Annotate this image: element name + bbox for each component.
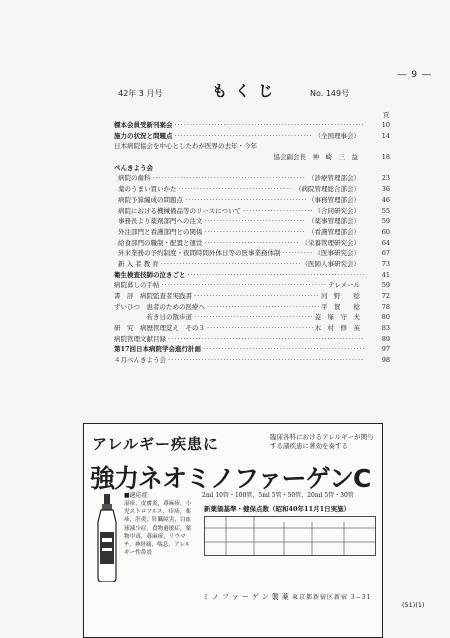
- table-of-contents: [114, 120, 390, 366]
- toc-entry-author: （薬事管理部会）: [308, 217, 360, 226]
- toc-entry-page: 18: [381, 153, 390, 162]
- toc-entry: [114, 312, 390, 323]
- toc-entry-author: 河 野 稔: [321, 292, 360, 300]
- toc-entry: [114, 302, 390, 313]
- toc-entry-page: 36: [381, 185, 390, 194]
- page-title: もくじ: [212, 82, 282, 100]
- ad-manufacturer: ミノファーゲン製薬: [202, 593, 292, 601]
- toc-entry-author: （合同研究会）: [314, 206, 360, 215]
- toc-entry: [114, 291, 390, 302]
- toc-leader-dots: [207, 323, 313, 334]
- toc-leader-dots: [194, 312, 313, 323]
- ad-headline: アレルギー疾患に: [92, 435, 220, 453]
- toc-entry-author: （診療管理部会）: [308, 174, 360, 183]
- corner-page-number: ― 9 ―: [397, 70, 432, 80]
- toc-leader-dots: [283, 248, 313, 259]
- toc-entry: [114, 184, 390, 195]
- toc-entry-page: 73: [381, 259, 390, 268]
- toc-entry-title: 給食部門の職制・配置と運営: [118, 238, 203, 247]
- toc-entry-title: 事務長より薬剤部門への注文: [118, 217, 203, 226]
- toc-entry: [114, 173, 390, 184]
- toc-entry-author: 平 賀 稔: [321, 302, 360, 311]
- toc-entry: [114, 131, 390, 142]
- page-column-label: 頁: [383, 111, 390, 119]
- toc-entry-page: 59: [381, 217, 390, 226]
- issue-number: No. 149号: [310, 89, 350, 98]
- toc-entry-title: 病院の歯科: [118, 174, 151, 183]
- toc-entry-page: 55: [381, 206, 390, 215]
- toc-entry-author: （医事研究会）: [314, 249, 360, 258]
- toc-entry: [114, 206, 390, 217]
- toc-leader-dots: [175, 131, 313, 142]
- toc-leader-dots: [185, 195, 306, 206]
- toc-entry: [114, 216, 390, 227]
- toc-entry-page: 72: [381, 292, 390, 300]
- toc-entry-title: 病院予算編成の問題点: [118, 195, 183, 204]
- toc-entry-page: 89: [381, 334, 390, 343]
- toc-leader-dots: [207, 302, 319, 313]
- toc-entry: [114, 238, 390, 249]
- toc-entry-page: 10: [381, 121, 390, 129]
- toc-leader-dots: [203, 344, 364, 355]
- toc-entry-title: 衛生検査技師の泣きごと: [114, 270, 186, 279]
- toc-leader-dots: [243, 206, 312, 217]
- toc-entry-author: （栄養管理研究会）: [301, 238, 360, 247]
- toc-entry-title: 若き日の散歩道: [114, 313, 192, 322]
- toc-entry: [114, 259, 390, 270]
- toc-entry-author: （病院管理総合部会）: [295, 185, 360, 194]
- toc-entry-title: 病院暮しの手帖: [114, 281, 160, 290]
- toc-entry-page: 60: [381, 227, 390, 236]
- toc-entry-page: 67: [381, 249, 390, 258]
- toc-entry-page: 23: [381, 174, 390, 183]
- ampoule-bottle-icon: [96, 494, 118, 582]
- ad-indications-title: ■適応症: [124, 492, 148, 499]
- toc-leader-dots: [205, 238, 300, 249]
- toc-leader-dots: [205, 216, 307, 227]
- toc-entry-author: 菱 塚 守 夫: [314, 313, 360, 322]
- ad-brand-name: 強力ネオミノファーゲンC: [90, 464, 371, 493]
- toc-entry: [114, 323, 390, 334]
- ad-price-table: [204, 516, 376, 556]
- toc-entry-page: 41: [381, 270, 390, 279]
- toc-entry: [114, 280, 390, 291]
- toc-entry: [114, 141, 390, 152]
- toc-entry-page: 80: [381, 313, 390, 322]
- toc-entry-title: 病院管理文献目録: [114, 334, 166, 343]
- toc-entry-author: 協会副会長 神 崎 三 益: [273, 153, 358, 162]
- toc-leader-dots: [168, 355, 364, 366]
- toc-leader-dots: [153, 173, 307, 184]
- toc-entry: [114, 270, 390, 281]
- toc-entry-title: 書 評 病院監査者実践書: [114, 292, 192, 300]
- toc-entry: [114, 227, 390, 238]
- toc-leader-dots: [168, 334, 364, 345]
- toc-entry-page: 64: [381, 238, 390, 247]
- toc-entry-title: 病院における機械備品等のリースについて: [118, 206, 242, 215]
- ad-packaging: 2ml 10管・100管，5ml 5管・50管，20ml 5管・30管: [202, 492, 354, 499]
- toc-entry: [114, 195, 390, 206]
- toc-entry-page: 14: [381, 131, 390, 140]
- toc-leader-dots: [205, 227, 307, 238]
- toc-entry-title: 外注部門と看護部門との関係: [118, 227, 203, 236]
- toc-entry-page: 97: [381, 345, 390, 354]
- toc-entry-page: 59: [381, 281, 390, 290]
- ad-tagline: 臨床各科におけるアレルギーが関与する諸疾患に著効を奏する: [270, 433, 374, 450]
- toc-entry-title: 第17回日本病院学会進行計画: [114, 345, 202, 354]
- toc-entry-title: ずいひつ 患者のための医療へ: [114, 302, 205, 311]
- toc-entry-title: ４月べんきよう会: [114, 356, 166, 365]
- toc-entry-title: 標本会員受新刊案会: [114, 121, 173, 129]
- toc-entry-page: 98: [381, 356, 390, 365]
- toc-entry-author: （事務管理部会）: [308, 195, 360, 204]
- footer-page-number: (51)(1): [402, 601, 425, 609]
- toc-entry-title: 新 入 者 教 育: [118, 259, 159, 268]
- toc-entry: [114, 163, 390, 174]
- toc-leader-dots: [179, 184, 294, 195]
- toc-entry-page: 78: [381, 302, 390, 311]
- toc-entry-title: 薬のうまい買いかた: [118, 185, 177, 194]
- toc-entry-author: 木 村 修 英: [314, 324, 360, 333]
- ad-indications: 湿疹，皮膚炎，蕁麻疹，小児ストロフルス，痒疹，薬疹，肝炎，肝臓障害，白血球減少症，食物過敏症，薬物中毒，蕁麻疹，リウマチ，神経痛，喘息，アレルギー性鼻炎: [124, 501, 192, 557]
- toc-entry-title: 外来業務の予約制度・夜間時間外体日等の医事業務体制: [118, 249, 281, 258]
- toc-entry: [114, 152, 390, 163]
- toc-entry: [114, 120, 390, 131]
- toc-entry-title: 日本病院協会を中心としたわが医界の去年・今年: [114, 142, 257, 151]
- toc-entry: [114, 355, 390, 366]
- toc-entry-author: （医師人事研究会）: [301, 259, 360, 268]
- ad-address: 東京都新宿区新宿 3−31: [292, 594, 372, 601]
- toc-entry-author: （全国理事会）: [314, 131, 360, 140]
- toc-entry-title: 研 究 病歴管理覚え その３: [114, 324, 205, 333]
- toc-entry-author: （看護管理部会）: [308, 227, 360, 236]
- toc-leader-dots: [175, 120, 365, 131]
- toc-entry: [114, 334, 390, 345]
- toc-leader-dots: [161, 259, 300, 270]
- toc-leader-dots: [188, 270, 365, 281]
- toc-entry-title: 施力の状況と問題点: [114, 131, 173, 140]
- toc-entry-page: 46: [381, 195, 390, 204]
- issue-date: 42年 3 月号: [118, 89, 163, 98]
- toc-leader-dots: [162, 280, 326, 291]
- toc-entry-title: ぺんきよう会: [114, 163, 153, 172]
- toc-entry: [114, 344, 390, 355]
- toc-entry-page: 83: [381, 324, 390, 333]
- advertisement: [83, 423, 383, 638]
- toc-entry: [114, 248, 390, 259]
- toc-leader-dots: [194, 291, 319, 302]
- ad-price-table-title: 新薬価基準・健保点数（昭和40年11月1日実施）: [204, 505, 351, 513]
- toc-entry-author: テレメール: [327, 281, 360, 290]
